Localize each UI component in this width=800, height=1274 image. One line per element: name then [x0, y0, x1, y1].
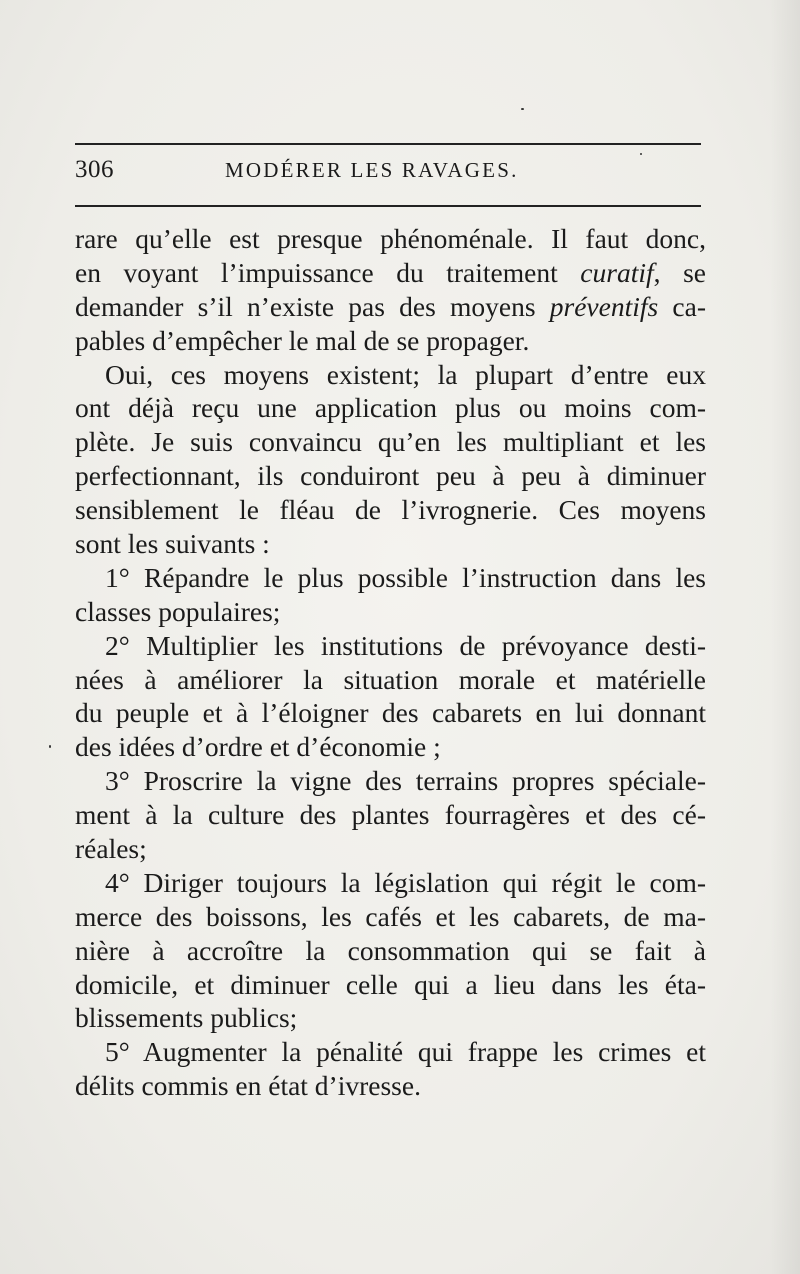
header-rule-top: [75, 143, 701, 145]
italic-term: préventifs: [549, 290, 659, 322]
running-head: [75, 156, 701, 192]
list-item-4: 4° Diriger toujours la législation qui régit le com-: [105, 866, 706, 898]
text-line: plète. Je suis convaincu qu’en les multipliant et les: [75, 426, 706, 458]
ink-speck: [640, 153, 642, 155]
text-line: nées à améliorer la situation morale et matérielle: [75, 663, 706, 695]
page-number: 306: [75, 156, 114, 183]
ink-speck: [49, 745, 51, 748]
text-line: ment à la culture des plantes fourragères et des cé-: [75, 799, 706, 831]
text-line: ont déjà reçu une application plus ou moins com-: [75, 392, 706, 424]
list-item-5: 5° Augmenter la pénalité qui frappe les crimes et: [105, 1036, 706, 1068]
text-line: merce des boissons, les cafés et les cabarets, de ma-: [75, 900, 706, 932]
text-line: nière à accroître la consommation qui se fait à: [75, 934, 706, 966]
page-edge-shadow: [770, 0, 800, 1274]
body-text: [75, 222, 706, 1103]
ink-speck: [521, 108, 524, 110]
text-line: perfectionnant, ils conduiront peu à peu à diminuer: [75, 460, 706, 492]
list-item-1: 1° Répandre le plus possible l’instruction dans les: [105, 561, 706, 593]
text-line: délits commis en état d’ivresse.: [75, 1070, 421, 1102]
text-line: en voyant l’impuissance du traitement curatif, se: [75, 256, 706, 288]
text-line: sensiblement le fléau de l’ivrognerie. Ces moyens: [75, 494, 706, 526]
text-line: des idées d’ordre et d’économie ;: [75, 731, 441, 763]
text-line: du peuple et à l’éloigner des cabarets en lui donnant: [75, 697, 706, 729]
list-item-2: 2° Multiplier les institutions de prévoyance desti-: [105, 629, 706, 661]
list-item-3: 3° Proscrire la vigne des terrains propres spéciale-: [105, 765, 706, 797]
italic-term: curatif: [580, 256, 654, 288]
text-line: réales;: [75, 833, 147, 865]
header-rule-bottom: [75, 205, 701, 207]
text-line: rare qu’elle est presque phénoménale. Il faut donc,: [75, 223, 706, 254]
text-line: domicile, et diminuer celle qui a lieu dans les éta-: [75, 968, 706, 1000]
text-line: sont les suivants :: [75, 528, 270, 560]
text-line: demander s’il n’existe pas des moyens préventifs ca-: [75, 290, 706, 322]
text-line: blissements publics;: [75, 1002, 298, 1034]
text-line: pables d’empêcher le mal de se propager.: [75, 324, 530, 356]
running-title: MODÉRER LES RAVAGES.: [225, 158, 519, 182]
text-line: Oui, ces moyens existent; la plupart d’entre eux: [105, 358, 706, 390]
text-line: classes populaires;: [75, 595, 281, 627]
